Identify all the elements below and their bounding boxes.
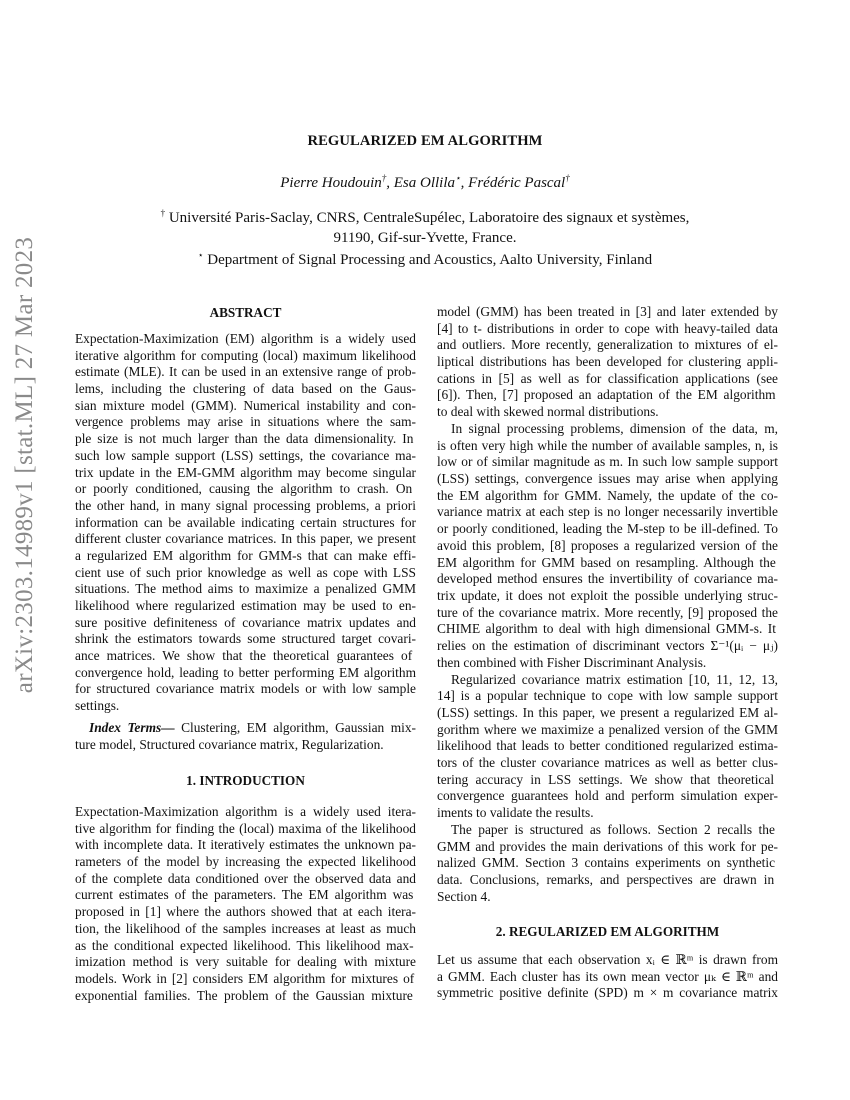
text-line: CHIME algorithm to deal with high dimensional GMM-s. It: [437, 621, 776, 637]
text-line: variance matrix at each step is no longer necessarily invertible: [437, 504, 778, 520]
affiliation-text: Université Paris-Saclay, CNRS, CentraleSupélec, Laboratoire des signaux et systèmes,: [165, 210, 690, 226]
text-line: tive algorithm for finding the (local) maxima of the likelihood: [75, 820, 416, 836]
text-line: iments to validate the results.: [437, 805, 594, 820]
text-line: In signal processing problems, dimension of the data, m,: [451, 421, 778, 436]
abstract-heading: ABSTRACT: [209, 305, 282, 320]
text-line: (LSS) settings. In this paper, we present a regularized EM al-: [437, 704, 778, 720]
section-heading-regularized-em: 2. REGULARIZED EM ALGORITHM: [495, 924, 720, 939]
text-line: estimate (MLE). It can be used in an extensive range of prob-: [75, 364, 416, 380]
text-line: and outliers. More recently, generalization to mixtures of el-: [437, 337, 778, 353]
text-line: tors of the cluster covariance matrices as well as better clus-: [437, 754, 778, 770]
introduction-paragraph: [75, 804, 416, 1004]
text-line: tion, the likelihood of the samples increases at least as much: [75, 920, 416, 936]
introduction-paragraph: [437, 672, 778, 822]
index-terms-text: Clustering, EM algorithm, Gaussian mix-: [174, 720, 416, 735]
index-terms-label: Index Terms—: [89, 720, 175, 735]
index-terms-line: [75, 720, 416, 737]
text-line: ple size is not much larger than the data dimensionality. In: [75, 431, 414, 447]
text-line: vergence problems may arise in situations where the sam-: [75, 414, 416, 430]
author-list: [0, 173, 850, 192]
text-line: shrink the estimators towards some structured target covari-: [75, 631, 416, 647]
text-line: convergence hold, leading to better performing EM algorithm: [75, 664, 416, 680]
text-line: iterative algorithm for computing (local) maximum likelihood: [75, 347, 416, 363]
section2-paragraph: [437, 952, 778, 1002]
text-line: nalized GMM. Section 3 contains experiments on synthetic: [437, 855, 776, 871]
introduction-paragraph: [437, 822, 778, 905]
text-line: then combined with Fisher Discriminant Analysis.: [437, 654, 707, 670]
text-line: models. Work in [2] considers EM algorithm for mixtures of: [75, 970, 415, 986]
text-line: of the complete data conditioned over the observed data and: [75, 870, 416, 886]
text-line: cient use of such prior knowledge as well as cope with LSS: [75, 564, 416, 580]
text-line: trix update, it does not exploit the possible underlying struc-: [437, 587, 778, 603]
arxiv-identifier: arXiv:2303.14989v1 [stat.ML] 27 Mar 2023: [11, 236, 38, 694]
text-line: EM algorithm for GMM based on resampling. Although the: [437, 554, 776, 570]
text-line: with incomplete data. It iteratively estimates the unknown pa-: [75, 837, 416, 853]
affiliation-text: 91190, Gif-sur-Yvette, France.: [333, 230, 517, 246]
text-line: information can be available indicating certain structures for: [75, 514, 416, 530]
text-line: the other hand, in many signal processing problems, a priori: [75, 497, 416, 513]
text-line: sian mixture model (GMM). Numerical instability and con-: [75, 397, 416, 413]
text-line: gorithm where we maximize a penalized version of the GMM: [437, 721, 778, 737]
text-line: ance matrices. We show that the theoretical guarantees of: [75, 648, 413, 664]
index-terms-line: ture model, Structured covariance matrix, Regularization.: [75, 736, 384, 752]
text-line: is often very high while the number of available samples, n, is: [437, 437, 778, 453]
text-line: situations. The method aims to maximize a penalized GMM: [75, 581, 416, 597]
text-line: Expectation-Maximization (EM) algorithm is a widely used: [75, 331, 416, 346]
text-line: Section 4.: [437, 888, 491, 904]
text-line: a regularized EM algorithm for GMM-s that can make effi-: [75, 547, 416, 563]
text-line: convergence guarantees hold and perform simulation exper-: [437, 788, 778, 804]
text-line: different cluster covariance matrices. In this paper, we present: [75, 531, 416, 547]
affiliation-mark: †: [160, 208, 166, 218]
text-line: sure positive definiteness of covariance matrix updates and: [75, 614, 416, 630]
text-line: to deal with skewed normal distributions.: [437, 404, 659, 420]
separator: ,: [460, 175, 469, 191]
text-line: developed method ensures the invertibility of covariance ma-: [437, 571, 778, 587]
text-line: relies on the estimation of discriminant vectors Σ⁻¹(μᵢ − μⱼ): [437, 637, 778, 653]
text-line: as the conditional expected likelihood. This likelihood max-: [75, 937, 414, 953]
text-line: [6]). Then, [7] proposed an adaptation of the EM algorithm: [437, 387, 776, 403]
text-line: likelihood that leads to better conditioned regularized estima-: [437, 738, 778, 754]
text-line: settings.: [75, 698, 120, 714]
affiliation: [0, 230, 850, 247]
text-line: for structured covariance matrix models or with low sample: [75, 681, 416, 697]
text-line: likelihood where regularized estimation may be used to en-: [75, 598, 416, 613]
affiliation: [0, 250, 850, 269]
text-line: Regularized covariance matrix estimation [10, 11, 12, 13,: [451, 671, 778, 687]
text-line: avoid this problem, [8] proposes a regularized version of the: [437, 537, 778, 553]
text-line: trix update in the EM-GMM algorithm may become singular: [75, 464, 416, 480]
text-line: current estimates of the parameters. The EM algorithm was: [75, 887, 414, 903]
affiliation: [0, 208, 850, 227]
separator: ,: [386, 175, 394, 191]
text-line: imization method is very suitable for dealing with mixture: [75, 954, 416, 970]
paper-title: REGULARIZED EM ALGORITHM: [307, 133, 543, 149]
introduction-paragraph: [437, 304, 778, 421]
text-line: rameters of the model by increasing the expected likelihood: [75, 854, 416, 870]
affiliation-mark: ⋆: [455, 173, 461, 183]
text-line: cations in [5] as well as for classification applications (see: [437, 370, 778, 386]
introduction-paragraph: [437, 421, 778, 671]
text-line: Expectation-Maximization algorithm is a widely used itera-: [75, 804, 416, 819]
index-terms: [75, 720, 416, 753]
author-name: Pierre Houdouin: [280, 175, 382, 191]
text-line: such low sample support (LSS) settings, the covariance ma-: [75, 447, 416, 463]
text-line: [4] to t- distributions in order to cope with heavy-tailed data: [437, 320, 778, 336]
section-heading-introduction: 1. INTRODUCTION: [186, 773, 305, 788]
affiliation-mark: †: [565, 173, 570, 183]
text-line: low or of similar magnitude as m. In such low sample support: [437, 454, 778, 470]
text-line: lems, including the clustering of data based on the Gaus-: [75, 381, 416, 397]
abstract-paragraph: [75, 331, 416, 715]
author-name: Esa Ollila: [393, 175, 456, 191]
text-line: proposed in [1] where the authors showed that at each itera-: [75, 904, 416, 920]
affiliation-text: Department of Signal Processing and Acoustics, Aalto University, Finland: [203, 252, 653, 268]
text-line: tering accuracy in LSS settings. We show that theoretical: [437, 771, 775, 787]
text-line: The paper is structured as follows. Section 2 recalls the: [451, 822, 775, 837]
text-line: ture of the covariance matrix. More recently, [9] proposed the: [437, 604, 778, 620]
text-line: or poorly conditioned, leading the M-step to be ill-defined. To: [437, 521, 778, 537]
text-line: or poorly conditioned, causing the algorithm to crash. On: [75, 481, 413, 497]
text-line: data. Conclusions, remarks, and perspectives are drawn in: [437, 872, 775, 888]
author-name: Frédéric Pascal: [468, 175, 566, 191]
affiliation-mark: ⋆: [197, 250, 204, 260]
text-line: Let us assume that each observation xᵢ ∈ ℝᵐ is drawn from: [437, 952, 778, 967]
text-line: exponential families. The problem of the Gaussian mixture: [75, 987, 413, 1003]
text-line: GMM and provides the main derivations of this work for pe-: [437, 838, 778, 854]
text-line: symmetric positive definite (SPD) m × m covariance matrix: [437, 985, 778, 1001]
text-line: a GMM. Each cluster has its own mean vector μₖ ∈ ℝᵐ and: [437, 968, 778, 984]
text-line: 14] is a popular technique to cope with low sample support: [437, 688, 778, 704]
affiliation-mark: †: [381, 173, 387, 183]
text-line: (LSS) settings, convergence issues may arise when applying: [437, 471, 778, 487]
text-line: model (GMM) has been treated in [3] and later extended by: [437, 304, 778, 319]
text-line: the EM algorithm for GMM. Namely, the update of the co-: [437, 487, 778, 503]
text-line: liptical distributions has been developed for clustering appli-: [437, 354, 778, 370]
